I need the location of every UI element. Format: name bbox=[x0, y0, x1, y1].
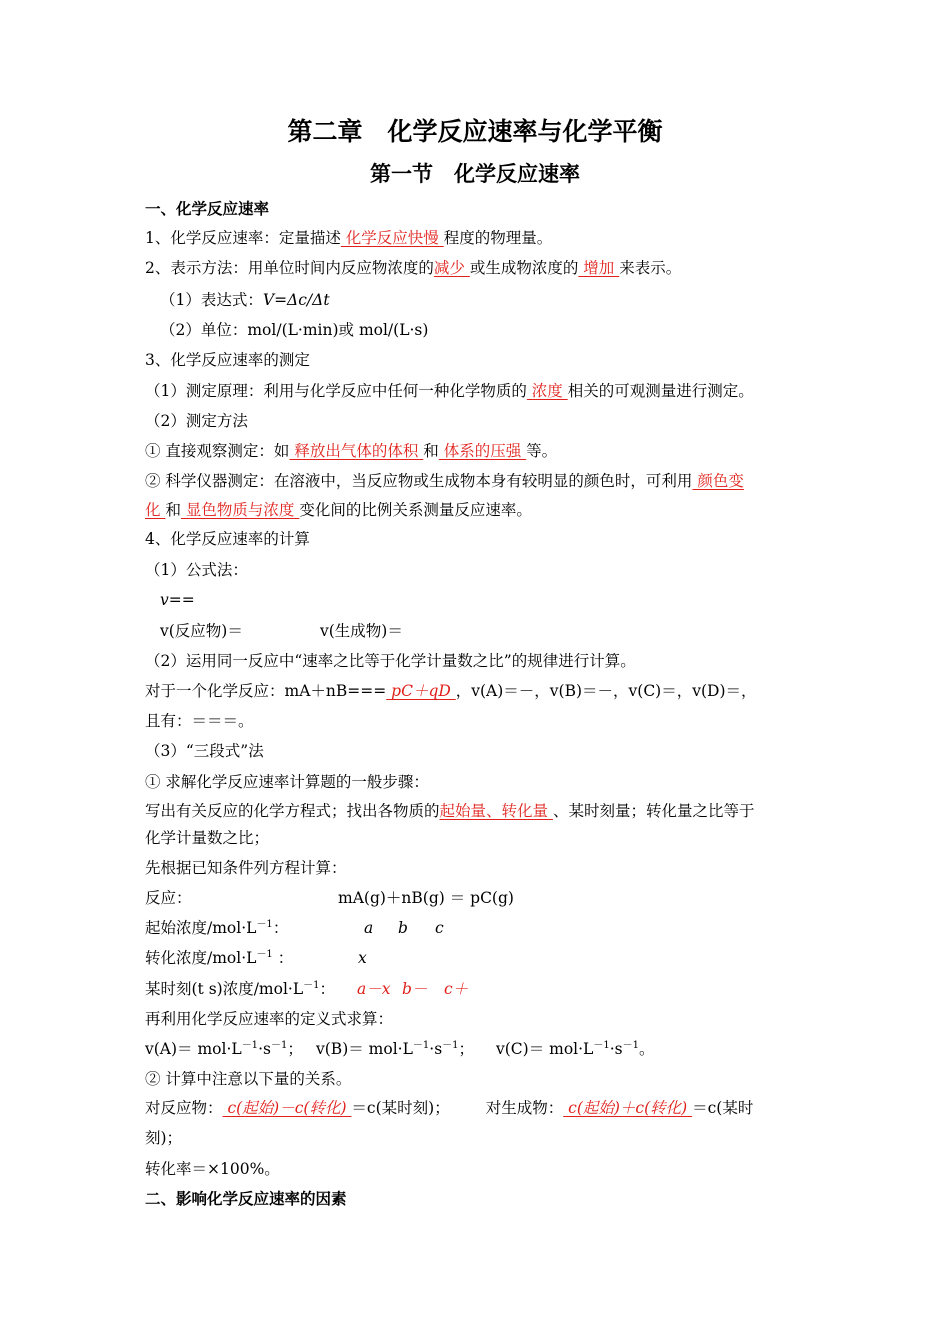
paragraph-principle: （1）测定原理：利用与化学反应中任何一种化学物质的 浓度 相关的可观测量进行测定。 bbox=[145, 382, 754, 400]
paragraph-general-reaction: 对于一个化学反应：mA＋nB=== pC＋qD ，v(A)＝－，v(B)＝－，v(C)＝，v(D)＝， bbox=[145, 682, 757, 700]
answer-fill: 减少 bbox=[433, 259, 470, 277]
table-row-label: 转化浓度$/mol\cdot L^{-1}$ ： bbox=[145, 949, 294, 967]
section-title: 第一节 化学反应速率 bbox=[370, 161, 580, 186]
paragraph-definition-compute: 再利用化学反应速率的定义式求算： bbox=[145, 1010, 394, 1028]
table-row-label: 反应： bbox=[145, 889, 192, 907]
answer-fill: 颜色变 bbox=[692, 472, 744, 490]
formula-vB: $v(B)= mol\cdot L^{-1}\cdot s^{-1}$； bbox=[316, 1040, 475, 1058]
paragraph-instrument: ② 科学仪器测定：在溶液中，当反应物或生成物本身有较明显的颜色时，可利用 颜色变 bbox=[145, 472, 744, 490]
heading-factors: 二、影响化学反应速率的因素 bbox=[145, 1189, 347, 1208]
answer-fill: pC＋qD bbox=[386, 682, 456, 700]
paragraph-write-equation: 写出有关反应的化学方程式；找出各物质的起始量、转化量 、某时刻量；转化量之比等于 bbox=[145, 802, 755, 820]
table-cell: c bbox=[435, 919, 444, 937]
formula-vC: $v(C)= mol\cdot L^{-1}\cdot s^{-1}$。 bbox=[496, 1040, 655, 1058]
table-row-label: 起始浓度$/mol\cdot L^{-1}$： bbox=[145, 919, 289, 937]
table-cell: b bbox=[398, 919, 408, 937]
paragraph-conversion: 转化率＝×100%。 bbox=[145, 1160, 280, 1178]
table-cell: b－ bbox=[402, 980, 428, 998]
answer-fill: c(起始)－c(转化) bbox=[222, 1099, 352, 1117]
paragraph-formula-method: （1）公式法： bbox=[145, 561, 248, 579]
answer-fill: 起始量、转化量 bbox=[439, 802, 553, 820]
answer-fill: 化 bbox=[145, 501, 166, 519]
table-cell: c＋ bbox=[444, 980, 469, 998]
chapter-title: 第二章 化学反应速率与化学平衡 bbox=[287, 117, 663, 146]
paragraph-relations: 对反应物： c(起始)－c(转化) ＝c(某时刻)； 对生成物： c(起始)＋c(转化) ＝c(某时 bbox=[145, 1099, 754, 1117]
heading-three-step: （3）“三段式”法 bbox=[145, 742, 264, 760]
table-cell: mA(g)＋nB(g) ＝ pC(g) bbox=[338, 889, 514, 907]
table-cell: a bbox=[364, 919, 374, 937]
heading-rate: 一、化学反应速率 bbox=[145, 199, 270, 218]
answer-fill: 释放出气体的体积 bbox=[289, 442, 424, 460]
table-cell: a－x bbox=[357, 980, 391, 998]
formula-vA: $v(A)= mol\cdot L^{-1}\cdot s^{-1}$； bbox=[145, 1040, 303, 1058]
heading-calculation: 4、化学反应速率的计算 bbox=[145, 530, 310, 548]
paragraph-ratio: 化学计量数之比； bbox=[145, 829, 270, 847]
paragraph-instrument-cont: 化 和 显色物质与浓度 变化间的比例关系测量反应速率。 bbox=[145, 501, 532, 519]
paragraph-expression-method: 2、表示方法：用单位时间内反应物浓度的减少 或生成物浓度的 增加 来表示。 bbox=[145, 259, 682, 277]
paragraph-method: （2）测定方法 bbox=[145, 412, 248, 430]
paragraph-direct-observation: ① 直接观察测定：如 释放出气体的体积 和 体系的压强 等。 bbox=[145, 442, 558, 460]
paragraph-and: 且有：＝＝＝。 bbox=[145, 712, 254, 730]
answer-fill: 显色物质与浓度 bbox=[180, 501, 300, 519]
heading-measurement: 3、化学反应速率的测定 bbox=[145, 351, 310, 369]
formula-v-product: v(生成物)＝ bbox=[320, 622, 403, 640]
paragraph-formula: （1）表达式：V=Δc/Δt bbox=[160, 291, 330, 309]
answer-fill: 浓度 bbox=[526, 382, 568, 400]
answer-fill: 体系的压强 bbox=[438, 442, 527, 460]
answer-fill: 化学反应快慢 bbox=[340, 229, 444, 247]
formula-v-reactant: v(反应物)＝ bbox=[160, 622, 243, 640]
formula-v: v== bbox=[160, 591, 195, 609]
answer-fill: c(起始)＋c(转化) bbox=[563, 1099, 693, 1117]
paragraph-unit: （2）单位：mol/(L·min)或 mol/(L·s) bbox=[160, 321, 429, 339]
paragraph-definition: 1、化学反应速率：定量描述 化学反应快慢 程度的物理量。 bbox=[145, 229, 553, 247]
paragraph-steps: ① 求解化学反应速率计算题的一般步骤： bbox=[145, 773, 429, 791]
paragraph-note: ② 计算中注意以下量的关系。 bbox=[145, 1070, 352, 1088]
paragraph-first-compute: 先根据已知条件列方程计算： bbox=[145, 859, 347, 877]
paragraph-relations-cont: 刻)； bbox=[145, 1129, 183, 1147]
answer-fill: 增加 bbox=[578, 259, 620, 277]
table-row-label: 某时刻(t s)浓度$/mol\cdot L^{-1}$： bbox=[145, 980, 336, 998]
table-cell: x bbox=[358, 949, 367, 967]
paragraph-ratio-rule: （2）运用同一反应中“速率之比等于化学计量数之比”的规律进行计算。 bbox=[145, 652, 636, 670]
